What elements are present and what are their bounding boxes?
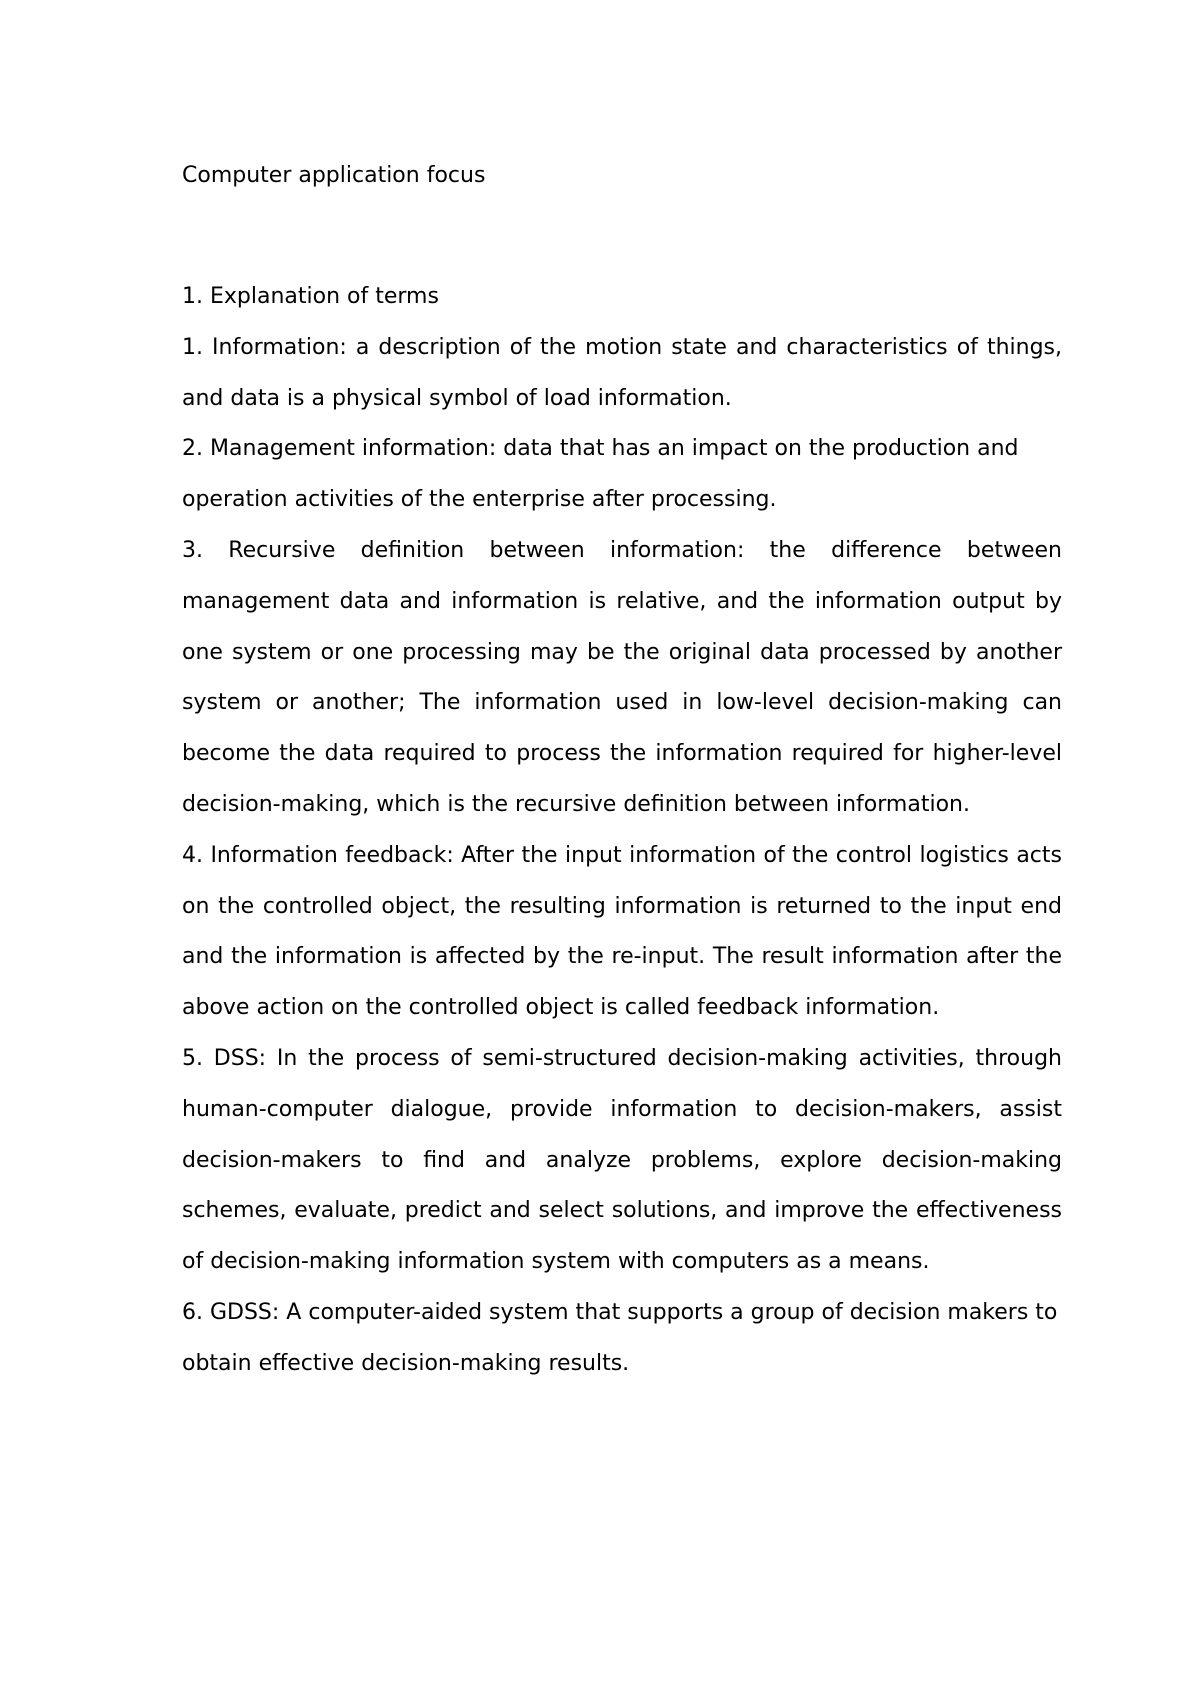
term-item-information: 1. Information: a description of the motion state and characteristics of things, and data is a physical symbol of load information. <box>182 334 1062 411</box>
document-body <box>182 272 1062 1390</box>
document-title: Computer application focus <box>182 163 486 188</box>
term-item-information-feedback: 4. Information feedback: After the input information of the control logistics acts on the controlled object, the resulting information is returned to the input end and the information is affected by the re-input. The result information after the above action on the controlled object is called feedback information. <box>182 842 1062 1021</box>
term-item-management-information: 2. Management information: data that has an impact on the production and operation activities of the enterprise after processing. <box>182 436 1019 513</box>
section-heading: 1. Explanation of terms <box>182 284 439 309</box>
term-item-dss: 5. DSS: In the process of semi-structured decision-making activities, through human-computer dialogue, provide information to decision-makers, assist decision-makers to find and analyze problems, explore decision-making schemes, evaluate, predict and select solutions, and improve the effectiveness of decision-making information system with computers as a means. <box>182 1045 1062 1275</box>
term-item-recursive-definition: 3. Recursive definition between information: the difference between management data and information is relative, and the information output by one system or one processing may be the original data processed by another system or another; The information used in low-level decision-making can become the data required to process the information required for higher-level decision-making, which is the recursive definition between information. <box>182 537 1062 817</box>
term-item-gdss: 6. GDSS: A computer-aided system that supports a group of decision makers to obtain effective decision-making results. <box>182 1299 1058 1376</box>
